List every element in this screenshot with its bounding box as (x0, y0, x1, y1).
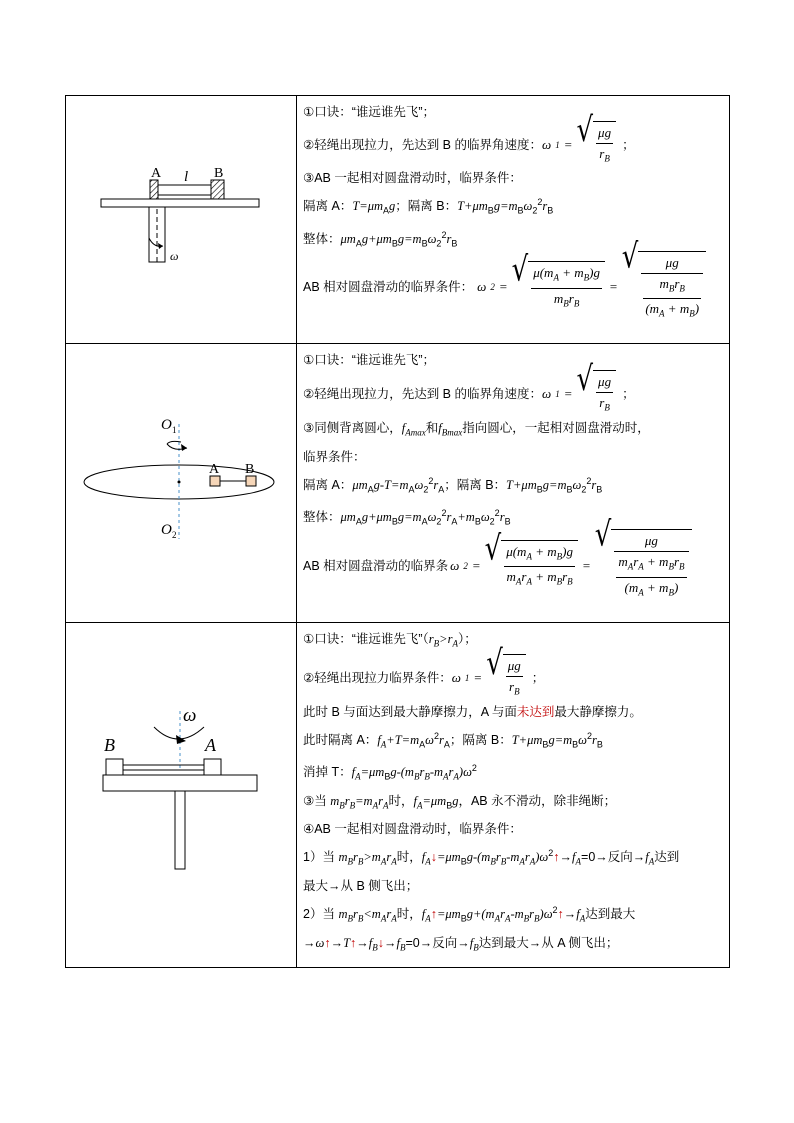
case3-end: ，AB 永不滑动，除非绳断； (458, 793, 617, 808)
critical-speed-text: ②轻绳出现拉力，先达到 B 的临界角速度： (303, 138, 542, 152)
explanation-cell (297, 623, 729, 967)
case2-start: 2）当 (303, 907, 339, 922)
case3-when: 时， (388, 793, 414, 808)
platform-diagram (66, 623, 297, 968)
case1-when: 时， (396, 850, 422, 865)
critical-speed-line: ②轻绳出现拉力，先达到 B 的临界角速度： ω 1 = √ $\frac{\mu g}{r_B}$ ； (303, 374, 723, 414)
same-side-text: ③同侧背离圆心， (303, 421, 402, 435)
omega-label: ω (170, 249, 179, 263)
disk-diagram (66, 344, 297, 623)
critical-speed-text: ②轻绳出现拉力临界条件： (303, 670, 452, 685)
isolate-a-label: 隔离 A： (303, 199, 353, 214)
condition-line-2: 临界条件： (303, 449, 366, 464)
case2-line: 2）当 $m_Br_B<m_Ar_A$时，$f_A↑=\mu m_Bg+(m_Ar_A-m_Br_B)\omega^2↑\to f_A$达到最大 (303, 904, 636, 924)
block-a-label: A (151, 166, 162, 181)
length-label: l (184, 169, 189, 185)
rule-end: ）； (457, 632, 477, 646)
block-b-label: B (245, 462, 255, 477)
case1-start: 1）当 (303, 850, 339, 865)
omega1-formula: ω 1 = √ $\frac{\mu g}{r_B}$ (542, 121, 616, 169)
whole-line: 整体：$\mu m_Ag+\mu m_Bg=m_A\omega_2^2r_A+m_B\omega_2^2r_B$ (303, 508, 511, 527)
isolate-line: 此时隔离 A：$f_A+T=m_A\omega^2r_A$；隔离 B：$T+\mu m_Bg=m_B\omega^2r_B$ (303, 730, 603, 750)
slide-condition-line: ④AB 一起相对圆盘滑动时，临界条件： (303, 822, 522, 837)
o1-sub: 1 (172, 425, 177, 435)
whole-label: 整体： (303, 231, 341, 246)
figure-cell (66, 623, 297, 967)
friction-text: 此时 B 与面达到最大静摩擦力，A 与面 (303, 704, 517, 719)
rule-line: ①口诀：“谁远谁先飞”； (303, 353, 436, 367)
rule-text: ①口诀：“谁远谁先飞”（ (303, 632, 429, 646)
whole-label: 整体： (303, 510, 341, 525)
case2-reach: 达到最大 (585, 907, 636, 922)
case3-start: ③当 (303, 793, 331, 808)
isolate-b-label: ；隔离 B： (449, 732, 512, 747)
case2-line-2: $\to\omega↑\to T↑\to f_B↓\to f_B=0\to$反向$\to f_B$达到最大→从 A 侧飞出； (303, 935, 619, 953)
rule-line: ①口诀：“谁远谁先飞$”(r_B>r_A)$； (303, 632, 477, 649)
isolate-a-label: 此时隔离 A： (303, 732, 378, 747)
condition-line: ③AB 一起相对圆盘滑动时，临界条件： (303, 171, 522, 185)
condition-line: ③同侧背离圆心，$f_{Amax}$和$f_{Bmax}$指向圆心，一起相对圆盘滑动时， (303, 421, 650, 438)
case2-when: 时， (396, 907, 422, 922)
friction-state-line (303, 702, 723, 722)
block-b-label: B (104, 735, 115, 755)
case1-reverse: →反向→ (595, 850, 646, 865)
o2-label: O (161, 522, 172, 538)
isolate-b-label: ；隔离 B： (395, 199, 458, 214)
omega2-formula: ω 2 = √ $\frac{\mu(m_A + m_B)g}{m_Ar_A + m_Br_B}$ = √ $\frac{\mu g}{\frac{m_Ar_A + m_Br_B}{(m_A + m_B)}}$ (450, 529, 691, 602)
rod-blocks-diagram (66, 96, 297, 343)
figure-cell (66, 96, 297, 343)
critical-speed-text: ②轻绳出现拉力，先达到 B 的临界角速度： (303, 387, 542, 401)
table-row (66, 343, 729, 622)
friction-text-end: 最大静摩擦力。 (554, 704, 642, 719)
table-row (66, 622, 729, 967)
block-b-label: B (214, 166, 224, 181)
o1-label: O (161, 417, 172, 433)
case2-reverse: →反向→ (419, 935, 470, 950)
o2-sub: 2 (172, 530, 177, 540)
isolate-a-label: 隔离 A： (303, 477, 353, 492)
table-row (66, 96, 729, 343)
omega-label: ω (183, 705, 197, 726)
comparison-table (65, 95, 730, 968)
isolate-line: 隔离 A：$\mu m_Ag-T=m_A\omega_2^2r_A$；隔离 B：$T+\mu m_Bg=m_B\omega_2^2r_B$ (303, 475, 603, 495)
omega1-formula: ω 1 = √ $\frac{\mu g}{r_B}$ (542, 370, 616, 418)
slide-condition-text: AB 相对圆盘滑动的临界条件： (303, 280, 474, 295)
isolate-b-label: ；隔离 B： (444, 477, 507, 492)
case1-reach: 达到 (654, 850, 680, 865)
critical-speed-line: ②轻绳出现拉力，先达到 B 的临界角速度： ω 1 = √ $\frac{\mu g}{r_B}$ ； (303, 126, 723, 164)
and-text: 和 (425, 421, 439, 435)
critical-speed-line: ②轻绳出现拉力临界条件： ω 1 = √ $\frac{\mu g}{r_B}$ ； (303, 658, 723, 698)
rule-line: ①口诀：“谁远谁先飞”； (303, 105, 436, 119)
case1-line: 1）当 $m_Br_B>m_Ar_A$时，$f_A↓=\mu m_Bg-(m_Br_B-m_Ar_A)\omega^2↑\to f_A=0\to$反向$\to f_A$达到 (303, 848, 680, 867)
eliminate-line: 消掉 T：$f_A=\mu m_Bg-(m_Br_B-m_Ar_A)\omega^2$ (303, 763, 477, 782)
whole-line: 整体：$\mu m_Ag+\mu m_Bg=m_B\omega_2^2r_B$ (303, 229, 458, 249)
block-a-label: A (209, 462, 220, 477)
equal-case-line: ③当 $m_Br_B=m_Ar_A$时，$f_A=\mu m_Bg$，AB 永不滑动，除非绳断； (303, 793, 617, 811)
figure-cell (66, 344, 297, 622)
toward-center-text: 指向圆心，一起相对圆盘滑动时， (462, 421, 650, 435)
eliminate-label: 消掉 T： (303, 765, 352, 780)
isolate-line: 隔离 A：$T=\mu m_Ag$；隔离 B：$T+\mu m_Bg=m_B\omega_2^2r_B$ (303, 197, 554, 216)
explanation-cell (297, 344, 729, 622)
block-a-label: A (205, 735, 216, 755)
omega1-formula: ω 1 = √ $\frac{\mu g}{r_B}$ (452, 654, 526, 702)
slide-condition-text: AB 相对圆盘滑动的临界条 (303, 558, 449, 573)
omega2-formula: ω 2 = √ $\frac{\mu(m_A + m_B)g}{m_Br_B}$ = √ $\frac{\mu g}{\frac{m_Br_B}{(m_A + m_B)}}$ (477, 251, 706, 324)
explanation-cell (297, 96, 729, 343)
case1-line-2: 最大→从 B 侧飞出； (303, 878, 419, 893)
not-reached-text: 未达到 (516, 704, 555, 719)
